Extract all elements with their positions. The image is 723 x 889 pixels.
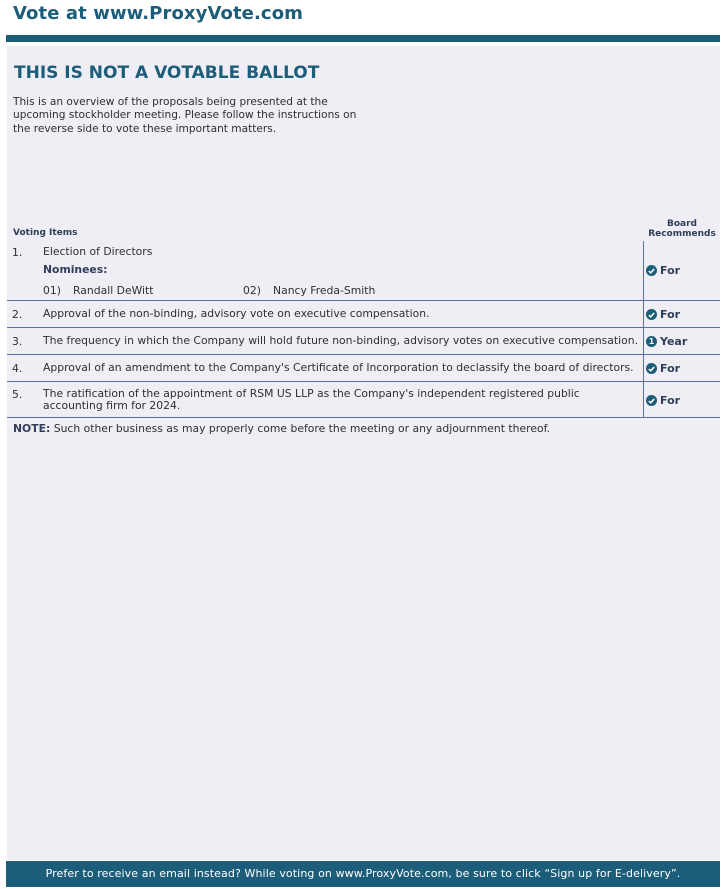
check-icon: [646, 265, 657, 276]
recommendation-text: For: [660, 308, 681, 321]
footer-edelivery-banner: Prefer to receive an email instead? While voting on www.ProxyVote.com, be sure to click “Sign up for E-delivery”.: [6, 861, 720, 887]
board-recommends-header: [643, 219, 721, 239]
note-text: Such other business as may properly come before the meeting or any adjournment thereof.: [50, 422, 551, 435]
nominee-1: [43, 284, 154, 297]
note-label: NOTE:: [13, 422, 51, 435]
proposal-text: Approval of the non-binding, advisory vote on executive compensation.: [43, 307, 430, 320]
voting-items-header: Voting Items: [13, 228, 78, 238]
nominee-2: [243, 284, 375, 297]
proposal-number: 3.: [12, 335, 23, 348]
column-divider: [643, 241, 644, 300]
check-icon: [646, 309, 657, 320]
proposal-row-1: [7, 241, 720, 301]
board-recommends-line2: Recommends: [648, 229, 716, 239]
recommendation-text: For: [660, 394, 681, 407]
board-recommends-line1: Board: [667, 219, 697, 229]
proposal-row-5: [7, 382, 720, 418]
nominee-number: 01): [43, 284, 61, 297]
proposal-row-3: [7, 328, 720, 355]
note: [13, 422, 720, 435]
recommendation: [646, 264, 680, 277]
recommendation: [646, 335, 687, 348]
proposal-number: 1.: [12, 246, 23, 259]
recommendation: [646, 394, 680, 407]
proposal-row-4: [7, 355, 720, 382]
proposal-number: 5.: [12, 388, 23, 401]
check-icon: [646, 395, 657, 406]
check-icon: [646, 363, 657, 374]
proposal-text: The ratification of the appointment of RSM US LLP as the Company's independent registered public accounting firm for 2024.: [43, 387, 580, 412]
proposal-number: 2.: [12, 308, 23, 321]
column-divider: [643, 328, 644, 354]
intro-text: This is an overview of the proposals being presented at the upcoming stockholder meeting. Please follow the instructions on the reverse side to vote these important matters.: [13, 96, 357, 135]
recommendation: [646, 308, 680, 321]
recommendation-text: For: [660, 362, 681, 375]
nominee-number: 02): [243, 284, 261, 297]
nominee-name: Randall DeWitt: [73, 284, 154, 297]
proposal-number: 4.: [12, 362, 23, 375]
proposal-row-2: [7, 301, 720, 328]
nominees-label: Nominees:: [43, 263, 108, 276]
proposal-text: Election of Directors: [43, 245, 153, 258]
column-divider: [643, 355, 644, 381]
proposal-text: Approval of an amendment to the Company's Certificate of Incorporation to declassify the board of directors.: [43, 361, 634, 374]
column-divider: [643, 382, 644, 417]
content-panel: [7, 46, 720, 860]
recommendation-text: For: [660, 264, 681, 277]
recommendation: [646, 362, 680, 375]
page-header-title: Vote at www.ProxyVote.com: [13, 3, 304, 24]
column-divider: [643, 301, 644, 327]
nominee-name: Nancy Freda-Smith: [273, 284, 376, 297]
header-bar: [6, 35, 720, 42]
proposal-text: The frequency in which the Company will hold future non-binding, advisory votes on executive compensation.: [43, 334, 639, 347]
one-year-icon: 1: [646, 336, 657, 347]
recommendation-text: Year: [660, 335, 688, 348]
ballot-heading: THIS IS NOT A VOTABLE BALLOT: [14, 63, 320, 83]
